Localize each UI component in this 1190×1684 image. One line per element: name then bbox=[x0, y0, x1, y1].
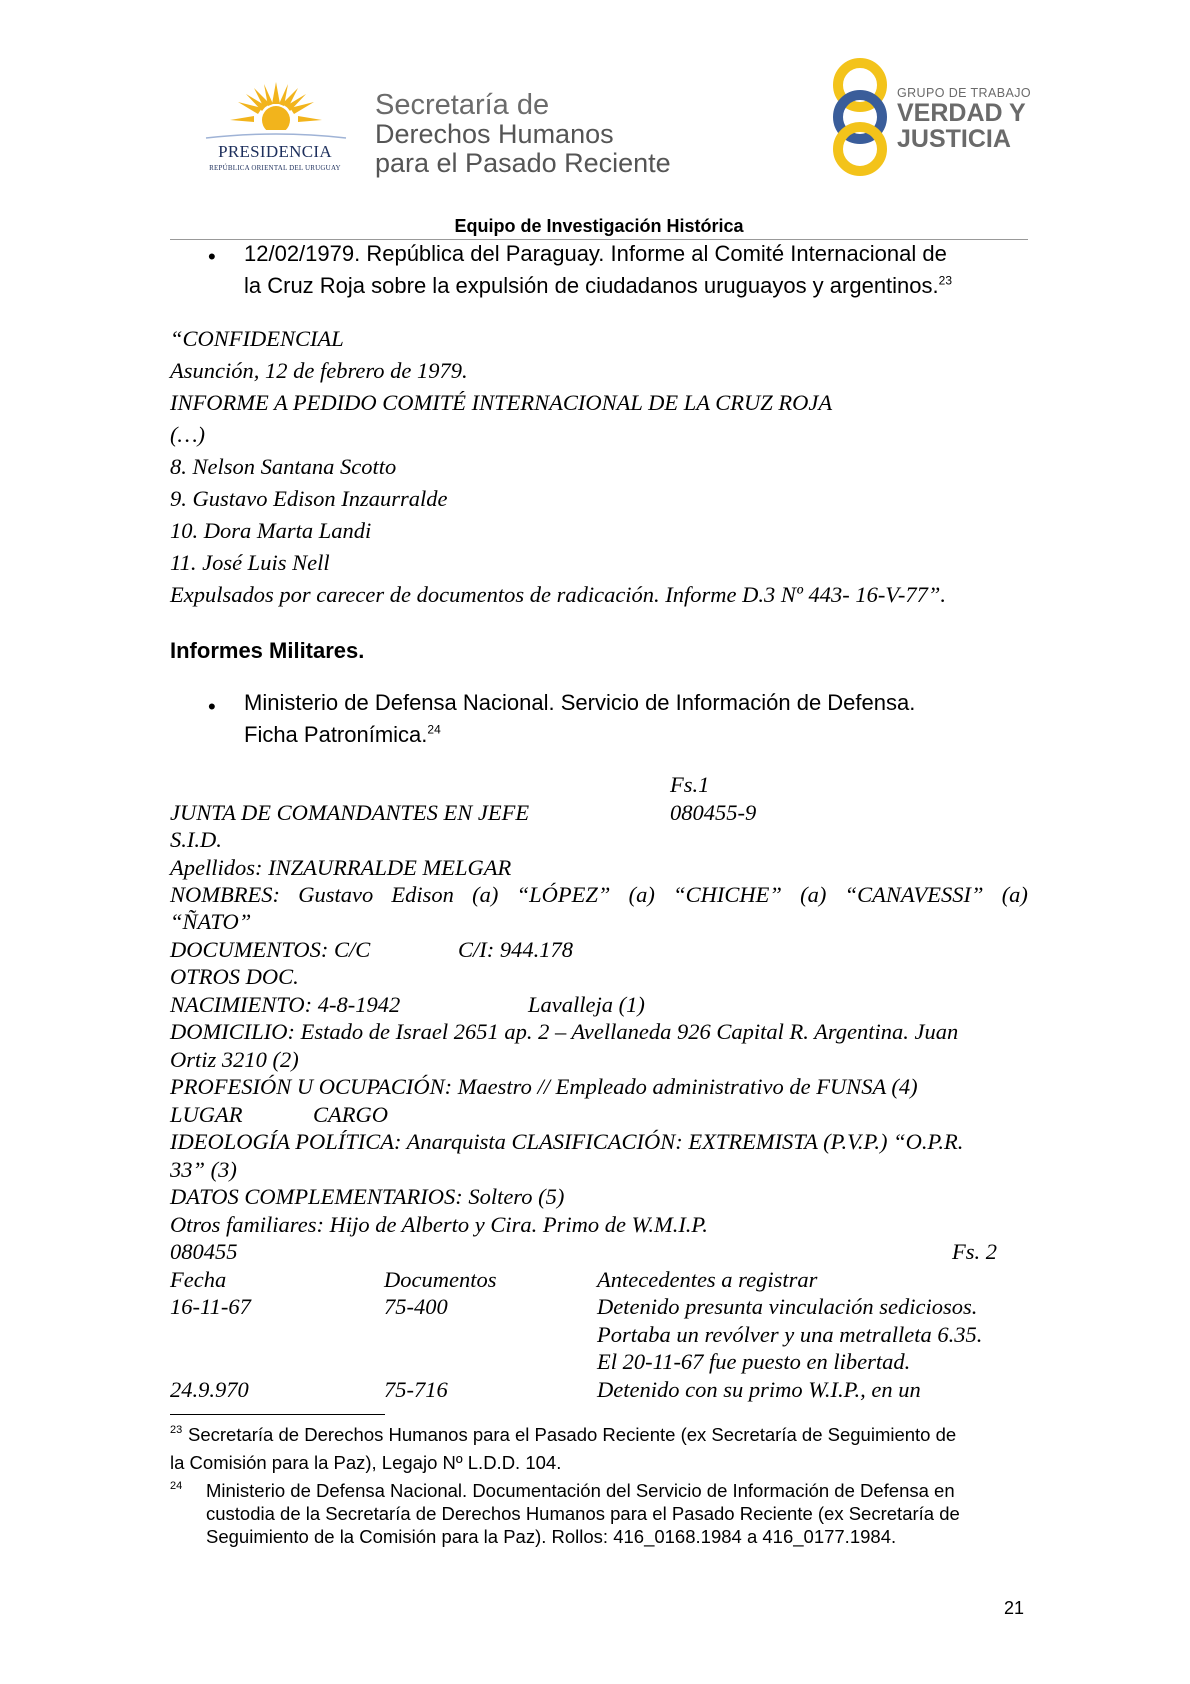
fs2-label: Fs. 2 bbox=[952, 1239, 997, 1264]
footnote-23-line2: la Comisión para la Paz), Legajo Nº L.D.D. 104. bbox=[170, 1452, 562, 1473]
footnote-24-line2: custodia de la Secretaría de Derechos Humanos para el Pasado Reciente (ex Secretaría de bbox=[206, 1503, 960, 1524]
bullet-marker: • bbox=[208, 694, 216, 719]
bullet1-line1: 12/02/1979. República del Paraguay. Informe al Comité Internacional de bbox=[244, 241, 947, 266]
quote-line: 11. José Luis Nell bbox=[170, 550, 330, 575]
grupo-trabajo-label: GRUPO DE TRABAJO bbox=[897, 86, 1031, 100]
nacimiento-line: NACIMIENTO: 4-8-1942 bbox=[170, 992, 401, 1017]
footnote-number: 23 bbox=[170, 1424, 183, 1436]
table-cell-antecedente: Portaba un revólver y una metralleta 6.35. bbox=[597, 1322, 983, 1347]
presidencia-title: PRESIDENCIA bbox=[218, 142, 332, 161]
table-cell-antecedente: Detenido con su primo W.I.P., en un bbox=[597, 1377, 921, 1402]
quote-line: 8. Nelson Santana Scotto bbox=[170, 454, 397, 479]
domicilio-line2: Ortiz 3210 (2) bbox=[170, 1047, 299, 1072]
footnote-separator bbox=[170, 1414, 385, 1415]
quote-line: “CONFIDENCIAL bbox=[170, 326, 344, 351]
documentos-line: DOCUMENTOS: C/C bbox=[170, 937, 371, 962]
domicilio-line1: DOMICILIO: Estado de Israel 2651 ap. 2 – Avellaneda 926 Capital R. Argentina. Juan bbox=[170, 1019, 959, 1044]
table-cell-fecha: 16-11-67 bbox=[170, 1294, 251, 1319]
table-cell-antecedente: Detenido presunta vinculación sediciosos. bbox=[597, 1294, 978, 1319]
profesion-line: PROFESIÓN U OCUPACIÓN: Maestro // Empleado administrativo de FUNSA (4) bbox=[170, 1074, 918, 1099]
ideologia-line2: 33” (3) bbox=[170, 1157, 237, 1182]
justicia-label: JUSTICIA bbox=[897, 125, 1011, 153]
footnote-24-line1: Ministerio de Defensa Nacional. Documentación del Servicio de Información de Defensa en bbox=[206, 1480, 955, 1501]
quote-line: Expulsados por carecer de documentos de radicación. Informe D.3 Nº 443- 16-V-77”. bbox=[170, 582, 947, 607]
nato-line: “ÑATO” bbox=[170, 909, 252, 934]
sid-line: S.I.D. bbox=[170, 827, 222, 852]
secretaria-line3: para el Pasado Reciente bbox=[375, 148, 671, 178]
code2: 080455 bbox=[170, 1239, 238, 1264]
footnote-24-line3: Seguimiento de la Comisión para la Paz). Rollos: 416_0168.1984 a 416_0177.1984. bbox=[206, 1526, 897, 1547]
bullet2-line2: Ficha Patronímica.$^{24}$ bbox=[244, 722, 441, 747]
presidencia-subtitle: REPÚBLICA ORIENTAL DEL URUGUAY bbox=[209, 164, 341, 172]
datos-line: DATOS COMPLEMENTARIOS: Soltero (5) bbox=[170, 1184, 565, 1209]
page-number: 21 bbox=[1004, 1598, 1025, 1618]
quote-line: INFORME A PEDIDO COMITÉ INTERNACIONAL DE LA CRUZ ROJA bbox=[170, 390, 833, 415]
secretaria-line2: Derechos Humanos bbox=[375, 119, 614, 149]
code1: 080455-9 bbox=[670, 800, 757, 825]
quote-line: 9. Gustavo Edison Inzaurralde bbox=[170, 486, 448, 511]
bullet-paragraph-2 bbox=[244, 687, 1028, 751]
table-cell-doc: 75-716 bbox=[384, 1377, 448, 1402]
verdad-label: VERDAD Y bbox=[897, 99, 1026, 127]
bullet-marker: • bbox=[208, 244, 216, 269]
apellidos-line: Apellidos: INZAURRALDE MELGAR bbox=[170, 855, 512, 880]
table-cell-antecedente: El 20-11-67 fue puesto en libertad. bbox=[597, 1349, 911, 1374]
ideologia-line1: IDEOLOGÍA POLÍTICA: Anarquista CLASIFICACIÓN: EXTREMISTA (P.V.P.) “O.P.R. bbox=[170, 1129, 964, 1154]
team-heading: Equipo de Investigación Histórica bbox=[454, 216, 744, 236]
presidencia-sun-logo bbox=[196, 78, 356, 178]
footnote-ref-23[interactable]: 23 bbox=[938, 273, 953, 288]
nombres-line: NOMBRES: Gustavo Edison (a) “LÓPEZ” (a) “CHICHE” (a) “CANAVESSI” (a) bbox=[170, 882, 1028, 907]
otros-doc-line: OTROS DOC. bbox=[170, 964, 299, 989]
secretaria-title bbox=[375, 90, 671, 178]
cargo-label: CARGO bbox=[313, 1102, 388, 1127]
bullet2-line1: Ministerio de Defensa Nacional. Servicio de Información de Defensa. bbox=[244, 690, 916, 715]
table-header-antecedentes: Antecedentes a registrar bbox=[597, 1267, 818, 1292]
footnote-ref-24[interactable]: 24 bbox=[427, 722, 441, 737]
grupo-trabajo-text bbox=[897, 86, 1031, 152]
junta-line: JUNTA DE COMANDANTES EN JEFE bbox=[170, 800, 530, 825]
secretaria-line1: Secretaría de bbox=[375, 89, 550, 121]
section-heading: Informes Militares. bbox=[170, 638, 365, 663]
quote-line: Asunción, 12 de febrero de 1979. bbox=[170, 358, 468, 383]
table-header-documentos: Documentos bbox=[384, 1267, 497, 1292]
lugar-label: LUGAR bbox=[170, 1102, 243, 1127]
table-cell-fecha: 24.9.970 bbox=[170, 1377, 249, 1402]
bullet1-line2: la Cruz Roja sobre la expulsión de ciudadanos uruguayos y argentinos.$^{23}$ bbox=[244, 273, 953, 298]
table-header-fecha: Fecha bbox=[170, 1267, 227, 1292]
table-cell-doc: 75-400 bbox=[384, 1294, 448, 1319]
lugar-nacimiento: Lavalleja (1) bbox=[528, 992, 645, 1017]
ci-value: C/I: 944.178 bbox=[458, 937, 573, 962]
fs1-label: Fs.1 bbox=[670, 772, 710, 797]
quote-line: 10. Dora Marta Landi bbox=[170, 518, 372, 543]
bullet-paragraph-1 bbox=[244, 238, 1028, 302]
footnote-23-line1: Secretaría de Derechos Humanos para el Pasado Reciente (ex Secretaría de Seguimiento de bbox=[188, 1424, 957, 1445]
footnote-number: 24 bbox=[170, 1480, 183, 1492]
familiares-line: Otros familiares: Hijo de Alberto y Cira. Primo de W.M.I.P. bbox=[170, 1212, 708, 1237]
quote-line: (…) bbox=[170, 422, 205, 447]
